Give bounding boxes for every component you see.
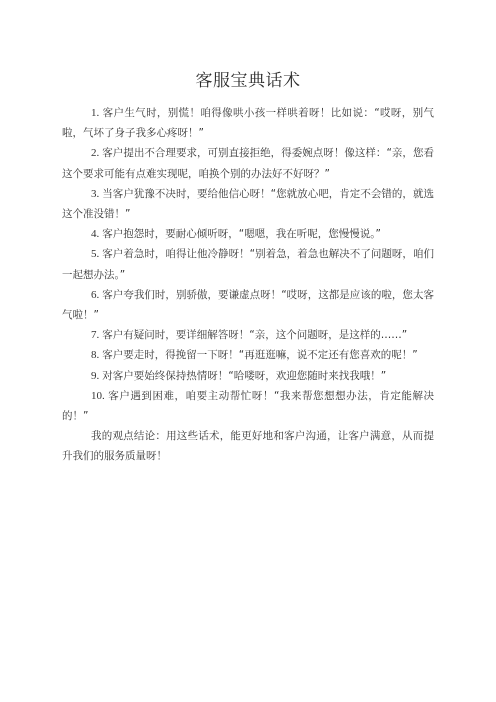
item-number: 2. (91, 147, 100, 160)
item-number: 8. (91, 349, 100, 362)
list-item-1 (62, 103, 434, 143)
item-text: 客户着急时，咱得让他冷静呀！“别着急，着急也解决不了问题呀，咱们一起想办法。” (62, 248, 434, 281)
list-item-9 (62, 366, 434, 386)
list-item-8 (62, 345, 434, 365)
item-number: 7. (91, 329, 100, 342)
item-text: 客户生气时，别慌！咱得像哄小孩一样哄着呀！比如说：“哎呀，别气啦，气坏了身子我多心疼呀！” (62, 107, 434, 140)
item-number: 3. (91, 187, 100, 200)
item-number: 6. (91, 288, 100, 301)
item-text: 对客户要始终保持热情呀！“哈喽呀，欢迎您随时来找我哦！” (102, 369, 387, 382)
list-item-7 (62, 325, 434, 345)
list-item-4 (62, 224, 434, 244)
list-item-2 (62, 143, 434, 183)
list-item-10 (62, 386, 434, 426)
item-number: 9. (91, 369, 100, 382)
item-text: 客户夸我们时，别骄傲，要谦虚点呀！“哎呀，这都是应该的啦，您太客气啦！” (62, 288, 434, 322)
item-text: 客户遇到困难，咱要主动帮忙呀！“我来帮您想想办法，肯定能解决的！” (62, 389, 434, 423)
item-number: 5. (91, 248, 100, 261)
item-number: 10. (91, 389, 105, 402)
item-text: 客户抱怨时，要耐心倾听呀，“嗯嗯，我在听呢，您慢慢说。” (102, 228, 381, 241)
item-number: 4. (91, 228, 100, 241)
item-number: 1. (91, 107, 100, 119)
page-title: 客服宝典话术 (195, 71, 301, 91)
item-text: 客户有疑问时，要详细解答呀！“亲，这个问题呀，是这样的……” (102, 329, 408, 342)
conclusion-paragraph: 我的观点结论：用这些话术，能更好地和客户沟通，让客户满意，从而提升我们的服务质量呀！ (62, 430, 434, 463)
list-item-5 (62, 244, 434, 284)
item-text: 客户要走时，得挽留一下呀！“再逛逛嘛，说不定还有您喜欢的呢！” (102, 349, 418, 362)
list-item-6 (62, 285, 434, 325)
list-item-3 (62, 184, 434, 224)
item-text: 客户提出不合理要求，可别直接拒绝，得委婉点呀！像这样：“亲，您看这个要求可能有点难实现呢，咱换个别的办法好不好呀？” (62, 147, 434, 180)
item-text: 当客户犹豫不决时，要给他信心呀！“您就放心吧，肯定不会错的，就选这个准没错！” (62, 187, 434, 221)
document-body (62, 103, 434, 467)
